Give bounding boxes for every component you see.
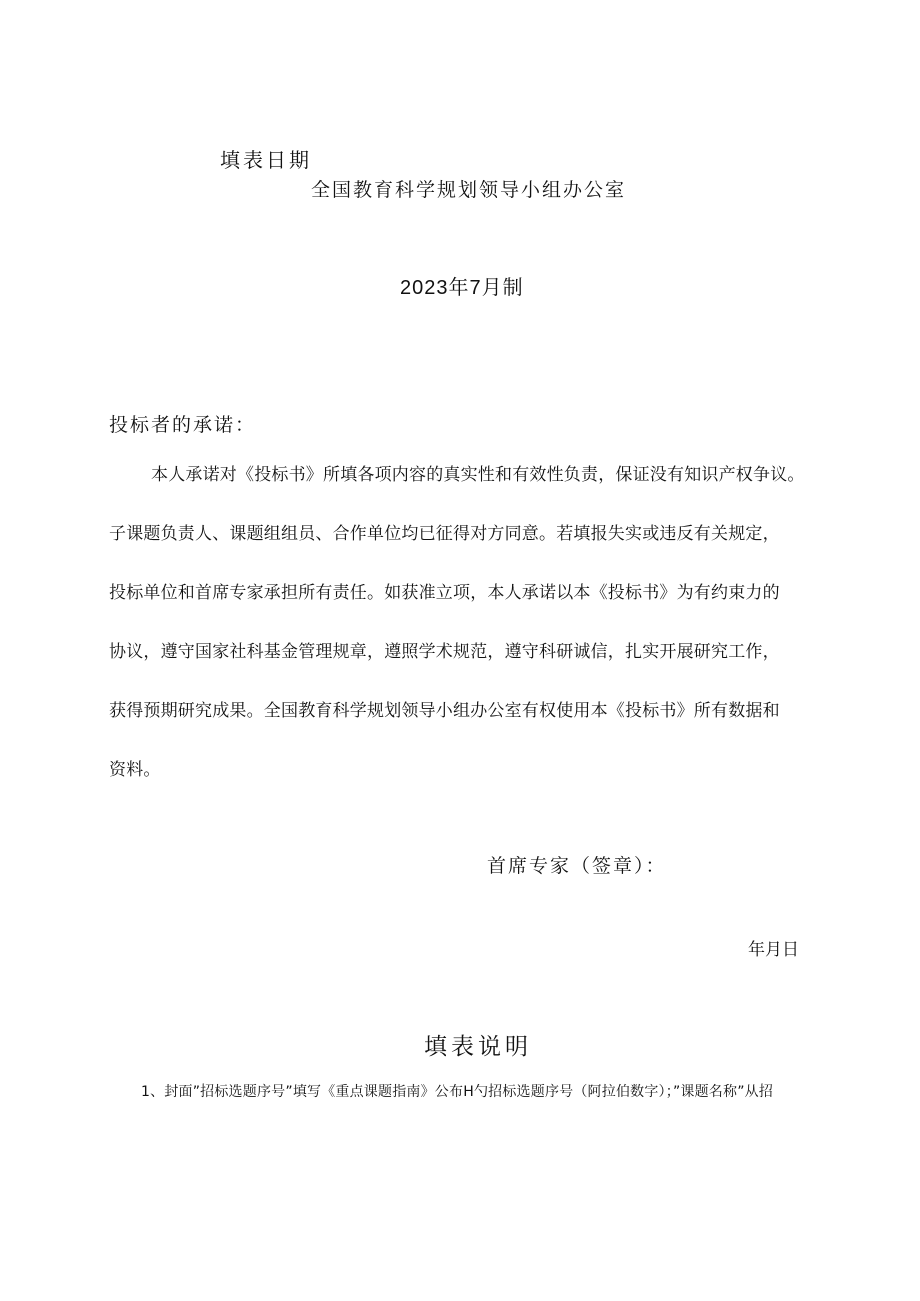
pledge-line: 本人承诺对《投标书》所填各项内容的真实性和有效性负责，保证没有知识产权争议。	[151, 465, 805, 485]
instruction-item-1: 1、封面”招标选题序号”填写《重点课题指南》公布H勺招标选题序号（阿拉伯数字）；”课题名称”从招	[141, 1084, 774, 1100]
chief-expert-signature-label: 首席专家（签章）：	[487, 855, 667, 877]
signature-date-label: 年月日	[748, 940, 799, 960]
pledge-line: 子课题负责人、课题组组员、合作单位均已征得对方同意。若填报失实或违反有关规定，	[109, 524, 780, 544]
pledge-line: 资料。	[109, 760, 161, 780]
fill-date-label: 填表日期	[220, 148, 312, 172]
office-name: 全国教育科学规划领导小组办公室	[311, 179, 627, 201]
pledge-line: 协议，遵守国家社科基金管理规章，遵照学术规范，遵守科研诚信，扎实开展研究工作，	[109, 642, 780, 662]
instructions-title: 填表说明	[424, 1034, 532, 1060]
pledge-line: 获得预期研究成果。全国教育科学规划领导小组办公室有权使用本《投标书》所有数据和	[109, 701, 780, 721]
made-date: 2023年7月制	[400, 277, 524, 299]
pledge-line: 投标单位和首席专家承担所有责任。如获准立项，本人承诺以本《投标书》为有约束力的	[109, 583, 780, 603]
pledge-body	[109, 460, 840, 814]
pledge-title: 投标者的承诺：	[109, 414, 257, 436]
